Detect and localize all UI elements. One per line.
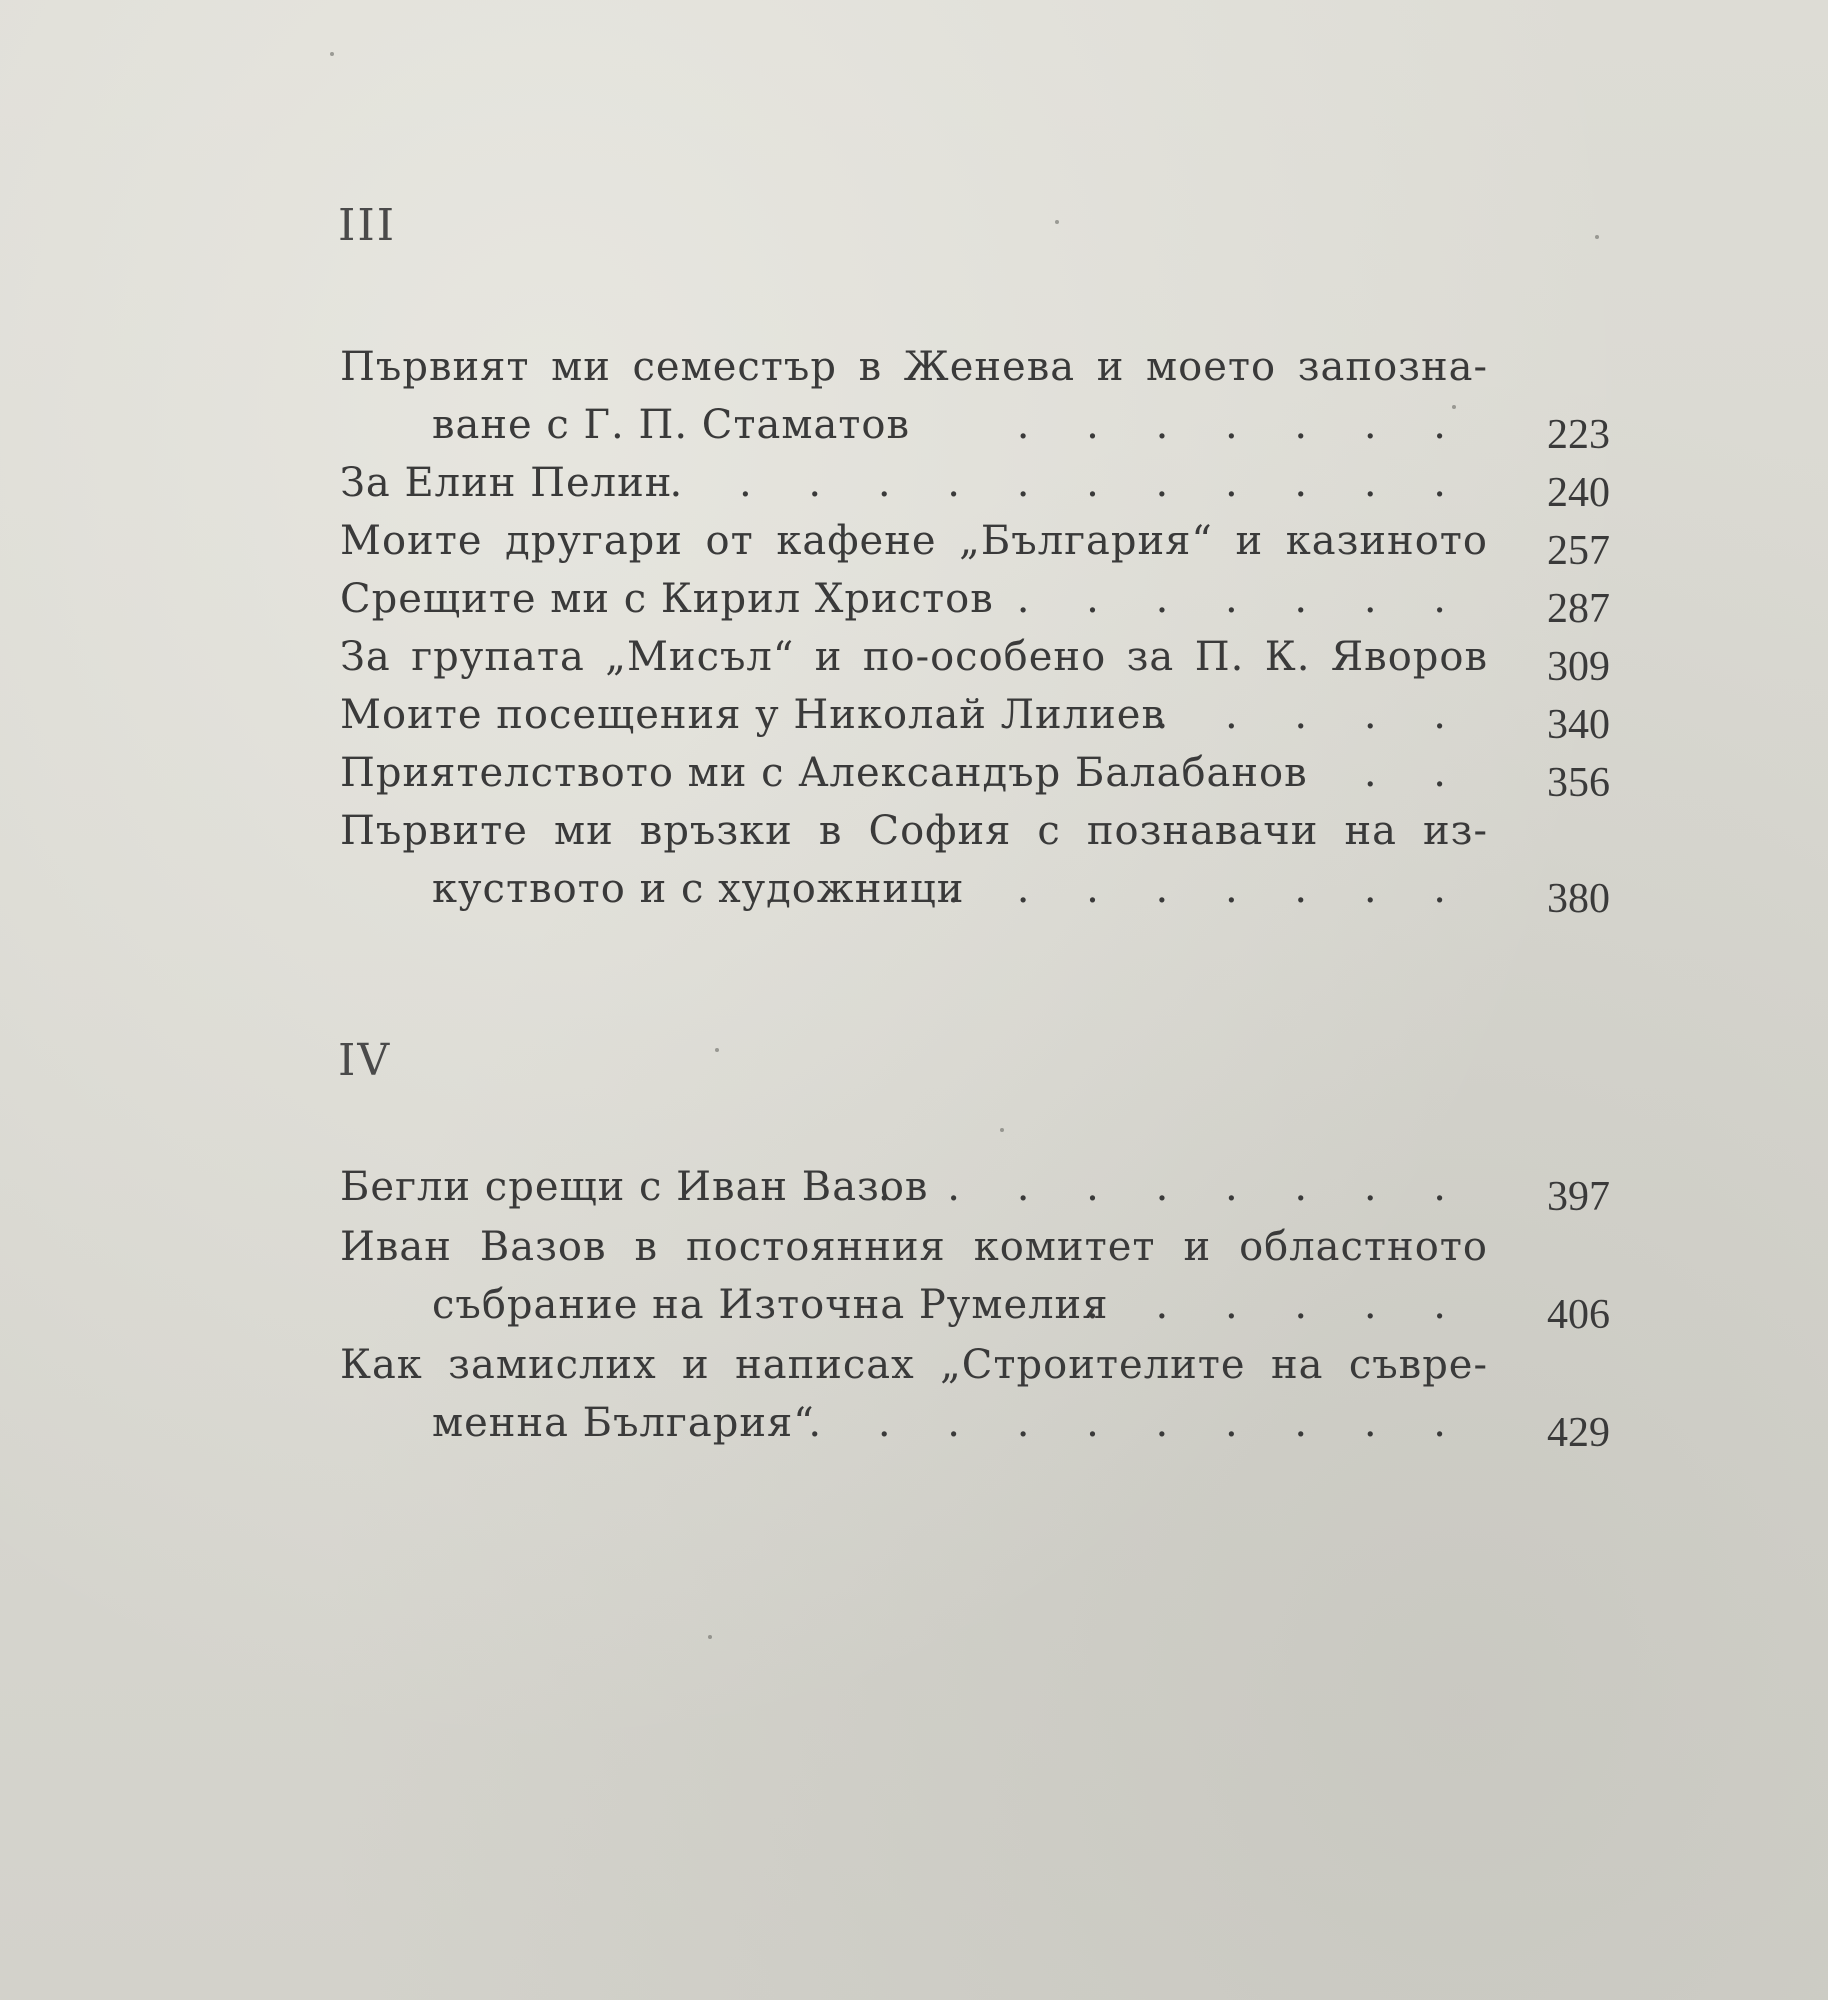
toc-entry[interactable] <box>340 744 1610 806</box>
dot-leaders: . . . . . . . <box>1016 576 1468 622</box>
entry-line <box>340 1276 1610 1338</box>
entry-line <box>340 744 1610 806</box>
toc-entry[interactable] <box>340 1218 1610 1338</box>
entry-title: За Елин Пелин <box>340 460 673 506</box>
entry-title-continuation: куството и с художници <box>432 866 965 912</box>
toc-entry[interactable] <box>340 802 1610 922</box>
page-number: 240 <box>1547 470 1610 516</box>
page-number: 380 <box>1547 876 1610 922</box>
entry-line <box>340 1336 1610 1394</box>
entry-title: За групата „Мисъл“ и по-особено за П. К. Яворов <box>340 634 1488 680</box>
entry-line <box>340 396 1610 458</box>
section-heading-iii: III <box>338 200 397 251</box>
entry-title: Първите ми връзки в София с познавачи на из- <box>340 808 1488 854</box>
dot-leaders: . . <box>1363 750 1468 796</box>
toc-entry[interactable] <box>340 628 1610 690</box>
dust-speck <box>330 52 334 56</box>
page-number: 257 <box>1547 528 1610 574</box>
entry-line <box>340 1218 1610 1276</box>
entry-line <box>340 1158 1610 1220</box>
dot-leaders: . . . . . . <box>1086 1282 1468 1328</box>
entry-title: Срещите ми с Кирил Христов <box>340 576 994 622</box>
entry-line <box>340 1394 1610 1456</box>
toc-entry[interactable] <box>340 338 1610 458</box>
page-number: 309 <box>1547 644 1610 690</box>
page-number: 397 <box>1547 1174 1610 1220</box>
entry-line <box>340 338 1610 396</box>
entry-title: Първият ми семестър в Женева и моето запозна- <box>340 344 1488 390</box>
dot-leaders: . . . . . . . <box>1016 402 1468 448</box>
page-number: 406 <box>1547 1292 1610 1338</box>
dot-leaders: . . . . . . . . . . . . <box>669 460 1468 506</box>
entry-title: Иван Вазов в постоянния комитет и областното <box>340 1224 1488 1270</box>
dust-speck <box>708 1635 712 1639</box>
entry-title-continuation: ване с Г. П. Стаматов <box>432 402 911 448</box>
dust-speck <box>1595 235 1599 239</box>
toc-entry[interactable] <box>340 570 1610 632</box>
page-number: 287 <box>1547 586 1610 632</box>
dot-leaders: . . . . . . . . . . <box>808 1400 1468 1446</box>
page-number: 356 <box>1547 760 1610 806</box>
entry-line <box>340 686 1610 748</box>
entry-title: Приятелството ми с Александър Балабанов <box>340 750 1308 796</box>
entry-line <box>340 454 1610 516</box>
dot-leaders: . . . . . <box>1155 692 1468 738</box>
entry-line <box>340 628 1610 690</box>
toc-entry[interactable] <box>340 1158 1610 1220</box>
toc-entry[interactable] <box>340 1336 1610 1456</box>
entry-title: Моите посещения у Николай Лилиев <box>340 692 1165 738</box>
dot-leaders: . . . . . . . . <box>947 866 1468 912</box>
entry-title-continuation: менна България“ <box>432 1400 815 1446</box>
toc-entry[interactable] <box>340 454 1610 516</box>
page-number: 340 <box>1547 702 1610 748</box>
section-heading-iv: IV <box>338 1035 392 1086</box>
entry-title: Как замислих и написах „Строителите на съвре- <box>340 1342 1488 1388</box>
entry-line <box>340 802 1610 860</box>
page-number: 223 <box>1547 412 1610 458</box>
entry-title: Моите другари от кафене „България“ и казиното <box>340 518 1488 564</box>
page-number: 429 <box>1547 1410 1610 1456</box>
entry-title: Бегли срещи с Иван Вазов <box>340 1164 929 1210</box>
toc-entry[interactable] <box>340 686 1610 748</box>
entry-line <box>340 512 1610 574</box>
dust-speck <box>715 1048 719 1052</box>
entry-line <box>340 570 1610 632</box>
toc-entry[interactable] <box>340 512 1610 574</box>
dust-speck <box>1000 1128 1004 1132</box>
dot-leaders: . . . . . . . . . <box>877 1164 1468 1210</box>
entry-line <box>340 860 1610 922</box>
dust-speck <box>1055 220 1059 224</box>
entry-title-continuation: събрание на Източна Румелия <box>432 1282 1109 1328</box>
